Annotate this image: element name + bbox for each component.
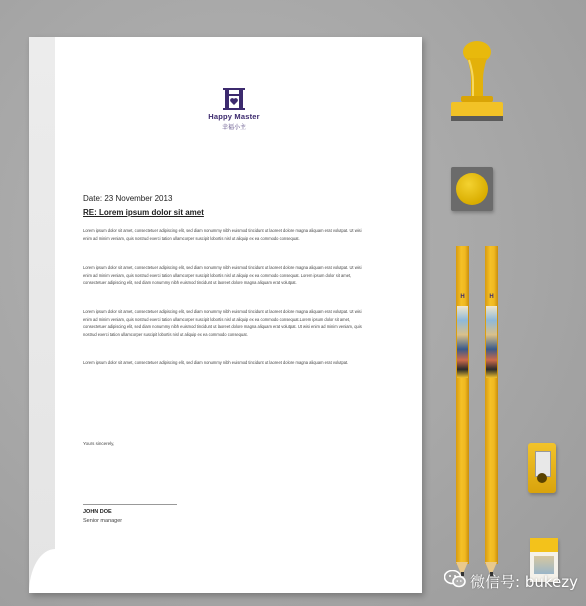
letter-paragraph: Lorem ipsum dolor sit amet, consectetuer adipiscing elit, sed diam nonummy nibh euismod tincidunt ut laoreet dolore magna aliquam erat volutpat. xyxy=(83,360,349,365)
brand-name-chinese: 幸福小主 xyxy=(221,124,246,131)
pencil-icon xyxy=(485,246,498,576)
letter-subject: RE: Lorem ipsum dolor sit amet xyxy=(83,208,204,217)
sharpener-hole xyxy=(537,473,547,483)
brand-logo xyxy=(199,87,269,131)
sharpener-icon xyxy=(528,443,556,493)
brand-name: Happy Master xyxy=(208,112,260,121)
stamp-icon xyxy=(447,40,507,130)
ink-pad-surface xyxy=(456,173,488,205)
pencil-body xyxy=(456,246,469,564)
letter-paragraph: Lorem ipsum dolor sit amet, consectetuer adipiscing elit, sed diam nonummy nibh euismod tincidunt ut laoreet dolore magna aliquam erat volutpat. Ut wisi enim ad minim veniam, quis nostrud exerci tation ullamcorper suscipit lobortis nisl ut aliquip ex ea commodo consequat. Lorem ipsum dolor sit amet, consectetuer adipiscing elit, sed diam nonummy nibh euismod tincidunt ut laoreet dolore magna aliquam erat volutpat. xyxy=(83,265,362,285)
pencil-illustration xyxy=(457,306,468,378)
side-band-curve xyxy=(29,549,55,593)
signature-name: JOHN DOE xyxy=(83,509,112,515)
letter-closing: Yours sincerely, xyxy=(83,441,115,446)
pencil-icon xyxy=(456,246,469,576)
letter-paragraph: Lorem ipsum dolor sit amet, consectetuer adipiscing elit, sed diam nonummy nibh euismod tincidunt ut laoreet dolore magna aliquam erat volutpat. Ut wisi enim ad minim veniam, quis nostrud exerci tation ullamcorper suscipit lobortis nisl ut aliquip ex ea commodo consequat. xyxy=(83,228,362,241)
ink-pad-icon xyxy=(451,167,493,211)
pencil-illustration xyxy=(486,306,497,378)
pencil-mark: H xyxy=(489,294,494,300)
signature-line xyxy=(83,504,177,505)
letter-date: Date: 23 November 2013 xyxy=(83,194,173,203)
letterhead-side-band xyxy=(29,37,55,593)
brand-monogram-icon xyxy=(221,87,247,111)
wechat-icon xyxy=(444,570,466,588)
wechat-id-text: 微信号: bukezy xyxy=(470,573,578,591)
letter-paragraph: Lorem ipsum dolor sit amet, consectetuer adipiscing elit, sed diam nonummy nibh euismod tincidunt ut laoreet dolore magna aliquam erat volutpat. Ut wisi enim ad minim veniam, quis nostrud exerci tation ullamcorper suscipit lobortis nisl ut aliquip ex ea commodo consequat.Lorem ipsum dolor sit amet, consectetuer adipiscing elit, sed diam nonummy nibh euismod tincidunt ut laoreet dolore magna aliquam erat volutpat. Ut wisi enim ad minim veniam, quis nostrud exerci tation ullamcorper suscipit lobortis nisl ut aliquip ex ea commodo consequat. xyxy=(83,309,362,337)
eraser-band xyxy=(530,538,558,552)
letterhead-sheet xyxy=(29,37,422,593)
pencil-body xyxy=(485,246,498,564)
pencil-mark: H xyxy=(460,294,465,300)
signature-title: Senior manager xyxy=(83,518,123,524)
